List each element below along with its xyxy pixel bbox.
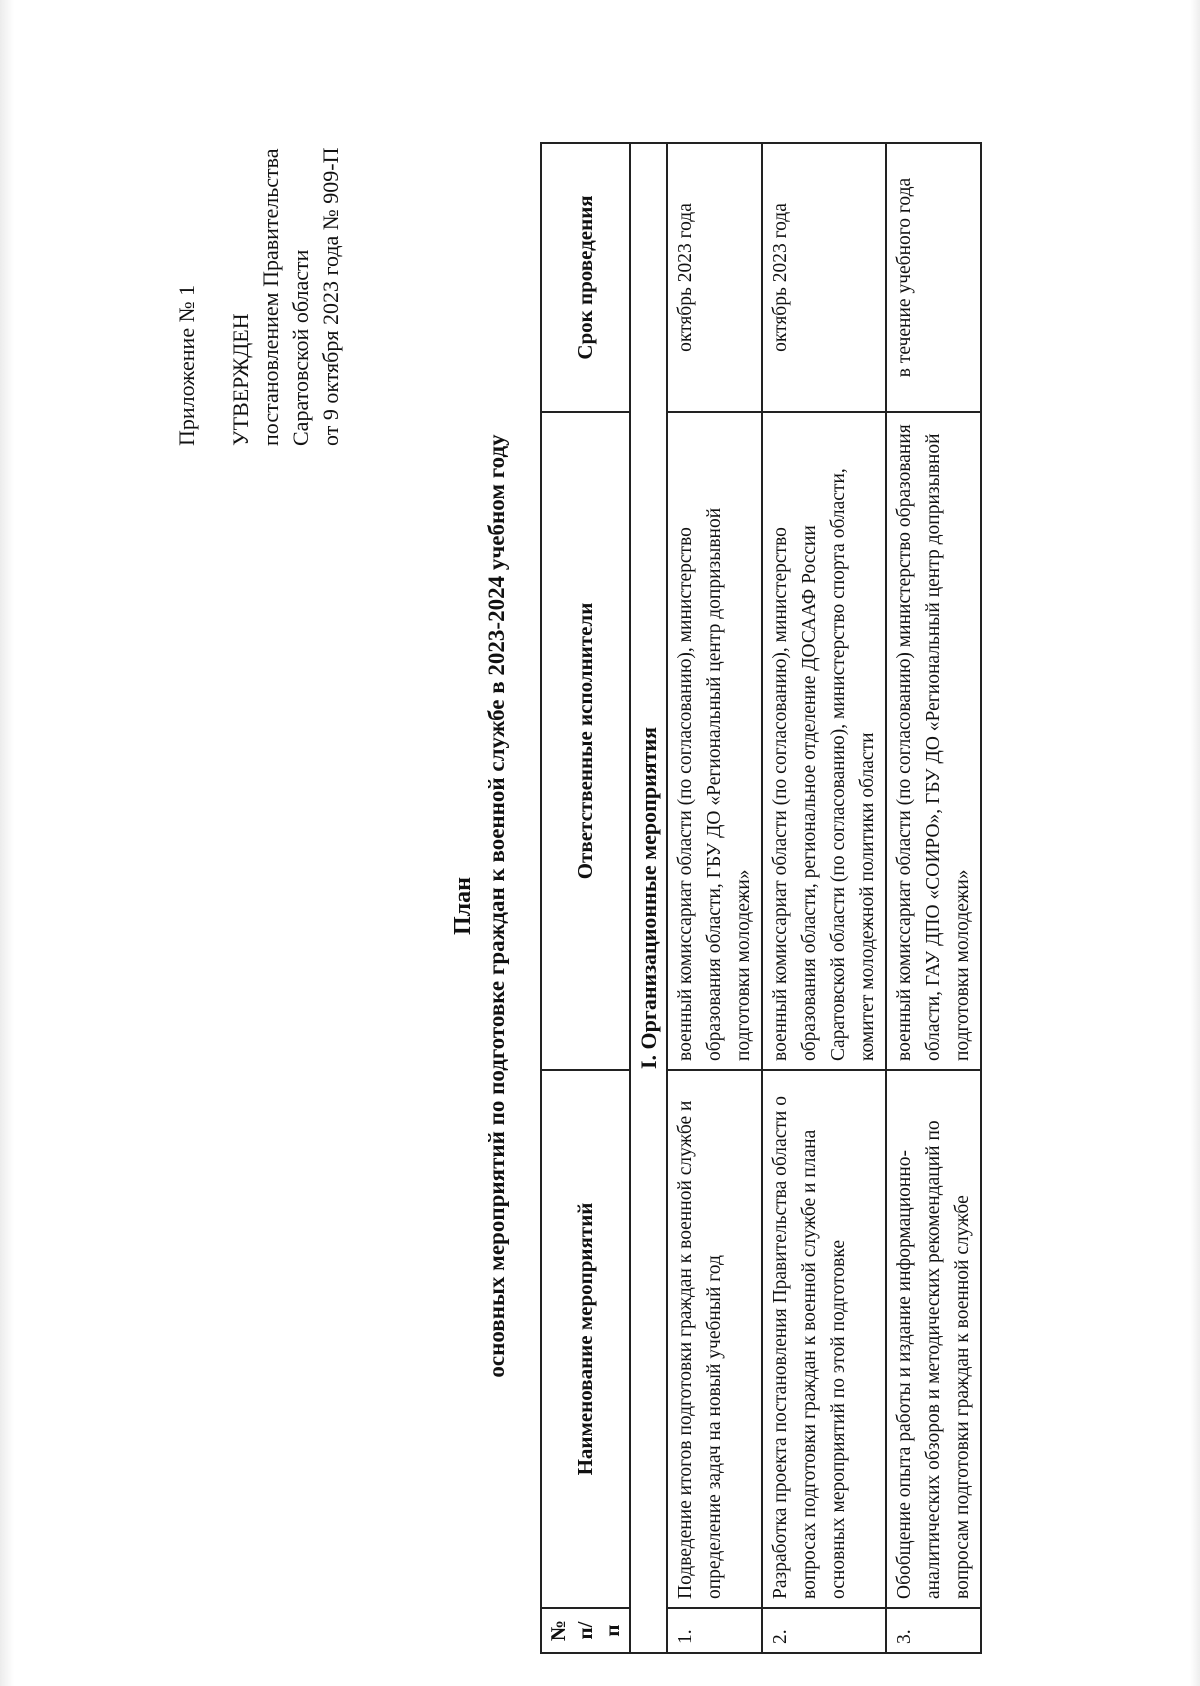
row-date: октябрь 2023 года [667,143,762,412]
approved-label: УТВЕРЖДЕН [228,313,253,446]
table-row [762,143,886,1653]
rotated-page [0,86,1100,1686]
table-row [667,143,762,1653]
approved-line-2: Саратовской области [288,249,313,446]
table-row [886,143,981,1653]
row-num: 1. [667,1608,762,1653]
row-name: Подведение итогов подготовки граждан к военной службе и определение задач на новый учебный год [667,1070,762,1608]
approved-line-1: постановлением Правительства [258,148,283,446]
plan-title: План [450,877,476,935]
appendix-block [172,106,346,446]
row-date: октябрь 2023 года [762,143,886,412]
row-exec: военный комиссариат области (по согласованию), министерство образования области, ГБУ ДО «Региональный центр допризывной подготовки молодежи» [667,412,762,1070]
row-date: в течение учебного года [886,143,981,412]
header-name: Наименование мероприятий [541,1070,630,1608]
header-date: Срок проведения [541,143,630,412]
header-num: № п/п [541,1608,630,1653]
row-name: Разработка проекта постановления Правительства области о вопросах подготовки граждан к военной службе и плана основных мероприятий по этой подготовке [762,1070,886,1608]
plan-table [540,142,982,1654]
row-exec: военный комиссариат области (по согласованию), министерство образования области, региональное отделение ДОСААФ России Саратовской области (по согласованию), министерство спорта области, комитет молодежной политики области [762,412,886,1070]
row-exec: военный комиссариат области (по согласованию) министерство образования области, ГАУ ДПО «СОИРО», ГБУ ДО «Региональный центр допризывной подготовки молодежи» [886,412,981,1070]
header-exec: Ответственные исполнители [541,412,630,1070]
section-title: I. Организационные мероприятия [630,143,667,1653]
row-num: 3. [886,1608,981,1653]
appendix-label: Приложение № 1 [174,284,199,446]
scan-edge-right [1190,0,1200,1686]
row-num: 2. [762,1608,886,1653]
plan-subtitle: основных мероприятий по подготовке граждан к военной службе в 2023-2024 учебном году [484,434,509,1378]
table-header-row [541,143,630,1653]
approved-line-3: от 9 октября 2023 года № 909-П [318,147,343,446]
row-name: Обобщение опыта работы и издание информационно-аналитических обзоров и методических рекомендаций по вопросам подготовки граждан к военной службе [886,1070,981,1608]
section-row [630,143,667,1653]
